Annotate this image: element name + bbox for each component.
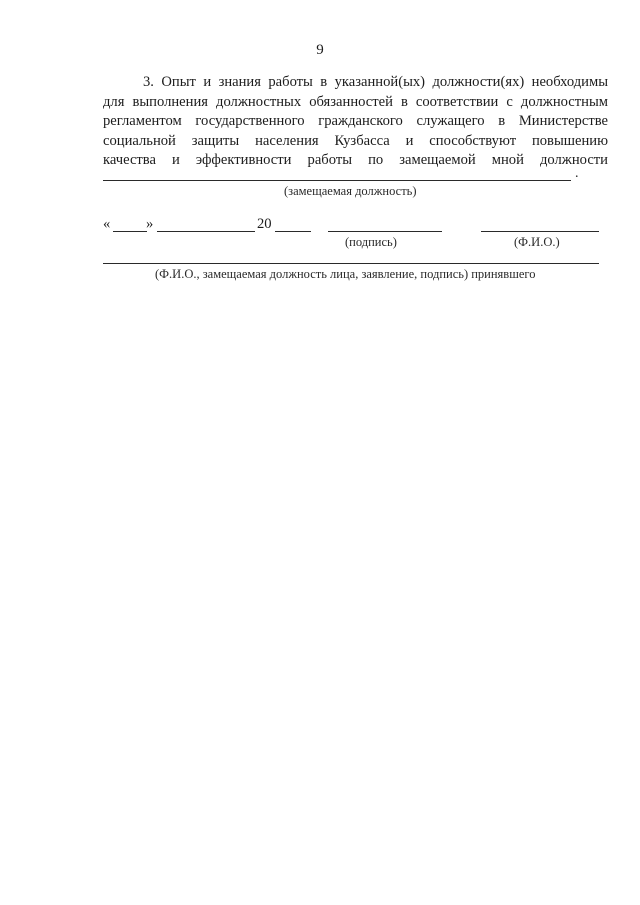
position-fill-line[interactable] xyxy=(103,180,571,181)
fio-caption: (Ф.И.О.) xyxy=(514,235,560,249)
statement-paragraph xyxy=(103,73,608,171)
fio-line[interactable] xyxy=(481,231,599,232)
position-caption: (замещаемая должность) xyxy=(284,184,417,198)
signature-line[interactable] xyxy=(328,231,442,232)
date-year-prefix: 20 xyxy=(257,216,272,232)
date-year-line[interactable] xyxy=(275,231,311,232)
paragraph-line-4: социальной защиты населения Кузбасса и способствуют повышению xyxy=(103,132,608,149)
acceptor-caption: (Ф.И.О., замещаемая должность лица, заявление, подпись) принявшего xyxy=(155,267,536,281)
page-number: 9 xyxy=(316,42,324,58)
date-month-line[interactable] xyxy=(157,231,255,232)
acceptor-line[interactable] xyxy=(103,263,599,264)
date-open-quote: « xyxy=(103,216,111,232)
date-day-line[interactable] xyxy=(113,231,147,232)
paragraph-line-5: качества и эффективности работы по замещаемой мной должности xyxy=(103,152,608,169)
signature-caption: (подпись) xyxy=(345,235,397,249)
date-close-quote: » xyxy=(146,216,154,232)
paragraph-line-2: для выполнения должностных обязанностей в соответствии с должностным xyxy=(103,93,608,110)
position-end-mark: . xyxy=(575,166,579,181)
paragraph-line-1: 3. Опыт и знания работы в указанной(ых) должности(ях) необходимы xyxy=(143,74,608,90)
paragraph-line-3: регламентом государственного гражданского служащего в Министерстве xyxy=(103,113,608,130)
